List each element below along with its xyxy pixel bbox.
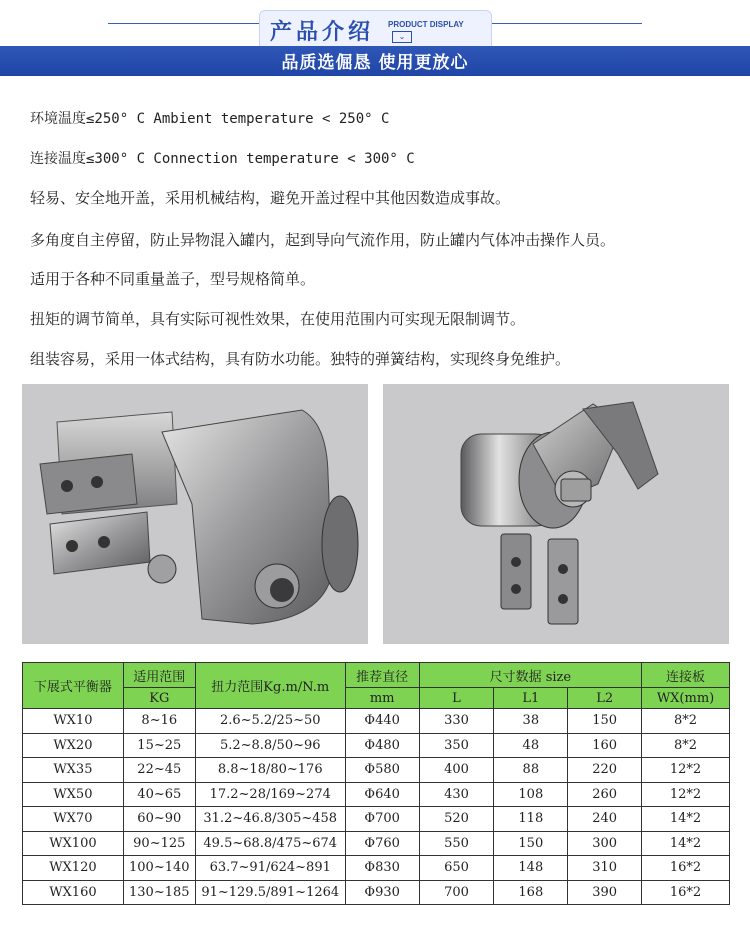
table-cell-dia: Φ640 xyxy=(345,782,419,807)
col-header-plate: 连接板 xyxy=(642,663,730,688)
table-cell-l1: 148 xyxy=(494,856,568,881)
table-row xyxy=(23,856,730,881)
table-row xyxy=(23,807,730,832)
table-cell-plate: 16*2 xyxy=(642,856,730,881)
table-cell-l: 650 xyxy=(419,856,494,881)
table-cell-l: 330 xyxy=(419,709,494,734)
table-cell-l: 550 xyxy=(419,831,494,856)
table-cell-torque: 5.2~8.8/50~96 xyxy=(195,733,345,758)
table-cell-plate: 14*2 xyxy=(642,831,730,856)
banner-line-left xyxy=(108,23,259,24)
table-cell-range: 8~16 xyxy=(123,709,195,734)
table-cell-dia: Φ480 xyxy=(345,733,419,758)
page-title: 产品介绍 xyxy=(270,20,375,45)
table-cell-l2: 220 xyxy=(568,758,642,783)
table-row xyxy=(23,782,730,807)
col-header-size: 尺寸数据 size xyxy=(419,663,641,688)
table-cell-model: WX10 xyxy=(23,709,124,734)
col-header-range-unit: KG xyxy=(123,688,195,709)
col-header-range: 适用范围 xyxy=(123,663,195,688)
table-cell-l1: 38 xyxy=(494,709,568,734)
product-photo-front xyxy=(383,384,729,644)
table-cell-l2: 390 xyxy=(568,880,642,905)
table-cell-torque: 63.7~91/624~891 xyxy=(195,856,345,881)
table-cell-l2: 160 xyxy=(568,733,642,758)
table-cell-model: WX50 xyxy=(23,782,124,807)
table-cell-l2: 240 xyxy=(568,807,642,832)
col-header-torque: 扭力范围Kg.m/N.m xyxy=(195,663,345,709)
table-cell-plate: 8*2 xyxy=(642,733,730,758)
table-cell-range: 22~45 xyxy=(123,758,195,783)
col-header-L: L xyxy=(419,688,494,709)
table-cell-dia: Φ580 xyxy=(345,758,419,783)
table-cell-l1: 108 xyxy=(494,782,568,807)
table-cell-l: 400 xyxy=(419,758,494,783)
table-cell-torque: 31.2~46.8/305~458 xyxy=(195,807,345,832)
table-cell-l1: 48 xyxy=(494,733,568,758)
table-cell-l2: 310 xyxy=(568,856,642,881)
table-row xyxy=(23,831,730,856)
table-cell-l1: 88 xyxy=(494,758,568,783)
table-row xyxy=(23,880,730,905)
table-cell-l: 700 xyxy=(419,880,494,905)
table-cell-range: 60~90 xyxy=(123,807,195,832)
table-cell-dia: Φ760 xyxy=(345,831,419,856)
table-cell-range: 40~65 xyxy=(123,782,195,807)
table-cell-l2: 300 xyxy=(568,831,642,856)
table-cell-range: 15~25 xyxy=(123,733,195,758)
title-badge xyxy=(259,10,492,48)
table-cell-torque: 91~129.5/891~1264 xyxy=(195,880,345,905)
table-cell-l2: 150 xyxy=(568,709,642,734)
table-cell-model: WX20 xyxy=(23,733,124,758)
table-cell-plate: 16*2 xyxy=(642,880,730,905)
col-header-L1: L1 xyxy=(494,688,568,709)
spec-table xyxy=(22,662,730,905)
table-cell-plate: 14*2 xyxy=(642,807,730,832)
page-subtitle: 品质选倔恳 使用更放心 xyxy=(281,53,469,73)
table-cell-model: WX160 xyxy=(23,880,124,905)
table-cell-torque: 17.2~28/169~274 xyxy=(195,782,345,807)
col-header-model: 下展式平衡器 xyxy=(23,663,124,709)
table-cell-model: WX70 xyxy=(23,807,124,832)
col-header-diameter-unit: mm xyxy=(345,688,419,709)
table-cell-dia: Φ930 xyxy=(345,880,419,905)
product-photo-side xyxy=(22,384,368,644)
table-cell-model: WX35 xyxy=(23,758,124,783)
table-cell-torque: 2.6~5.2/25~50 xyxy=(195,709,345,734)
feature-line: 环境温度≤250° C Ambient temperature < 250° C xyxy=(30,111,390,127)
table-cell-dia: Φ700 xyxy=(345,807,419,832)
table-cell-range: 90~125 xyxy=(123,831,195,856)
table-cell-plate: 12*2 xyxy=(642,782,730,807)
feature-line: 轻易、安全地开盖，采用机械结构，避免开盖过程中其他因数造成事故。 xyxy=(30,189,511,207)
feature-line: 多角度自主停留，防止异物混入罐内，起到导向气流作用，防止罐内气体冲击操作人员。 xyxy=(30,231,616,249)
table-cell-model: WX120 xyxy=(23,856,124,881)
feature-line: 扭矩的调节简单，具有实际可视性效果，在使用范围内可实现无限制调节。 xyxy=(30,310,526,328)
table-row xyxy=(23,758,730,783)
table-cell-torque: 49.5~68.8/475~674 xyxy=(195,831,345,856)
banner-line-right xyxy=(490,23,642,24)
page-title-english: PRODUCT DISPLAY xyxy=(388,20,464,29)
table-cell-l1: 118 xyxy=(494,807,568,832)
table-row xyxy=(23,733,730,758)
table-cell-l1: 168 xyxy=(494,880,568,905)
table-cell-l2: 260 xyxy=(568,782,642,807)
table-cell-range: 100~140 xyxy=(123,856,195,881)
table-cell-dia: Φ440 xyxy=(345,709,419,734)
table-cell-torque: 8.8~18/80~176 xyxy=(195,758,345,783)
table-cell-l: 520 xyxy=(419,807,494,832)
table-cell-l: 350 xyxy=(419,733,494,758)
table-cell-dia: Φ830 xyxy=(345,856,419,881)
table-row xyxy=(23,709,730,734)
col-header-diameter: 推荐直径 xyxy=(345,663,419,688)
table-cell-model: WX100 xyxy=(23,831,124,856)
feature-line: 组装容易，采用一体式结构，具有防水功能。独特的弹簧结构，实现终身免维护。 xyxy=(30,350,571,368)
table-cell-plate: 12*2 xyxy=(642,758,730,783)
feature-line: 连接温度≤300° C Connection temperature < 300° C xyxy=(30,151,415,167)
col-header-L2: L2 xyxy=(568,688,642,709)
table-cell-plate: 8*2 xyxy=(642,709,730,734)
table-cell-l: 430 xyxy=(419,782,494,807)
col-header-plate-unit: WX(mm) xyxy=(642,688,730,709)
header-banner xyxy=(0,0,750,76)
feature-line: 适用于各种不同重量盖子，型号规格简单。 xyxy=(30,270,316,288)
chevron-down-icon: ⌄ xyxy=(392,31,412,43)
table-cell-range: 130~185 xyxy=(123,880,195,905)
table-cell-l1: 150 xyxy=(494,831,568,856)
